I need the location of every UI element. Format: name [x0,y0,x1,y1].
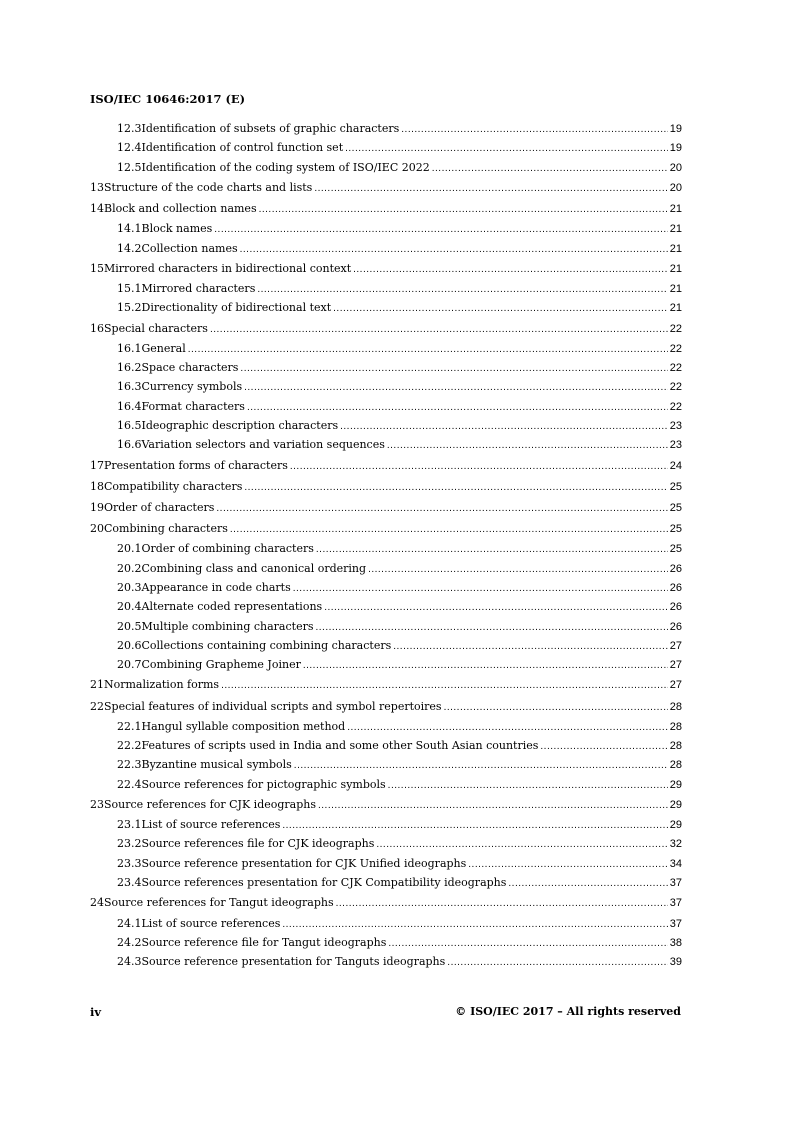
toc-leader-dots [447,953,667,972]
toc-entry-page: 22 [669,381,682,394]
toc-entry-page: 21 [669,283,682,296]
toc-entry-title: Appearance in code charts [141,580,291,594]
toc-entry-number: 23.4 [117,876,142,890]
toc-entry-number: 20.5 [117,619,142,633]
toc-leader-dots [210,319,668,340]
toc-entry-number: 20 [90,522,104,536]
toc-entry-number: 14.1 [117,222,142,236]
toc-entry-title: Multiple combining characters [141,619,314,633]
toc-entry[interactable] [90,736,682,755]
toc-entry-title: Hangul syllable composition method [141,719,346,733]
toc-entry[interactable] [90,177,682,198]
toc-entry-number: 16.1 [117,341,142,355]
toc-entry-number: 22.1 [117,719,142,733]
toc-entry-title: Normalization forms [104,678,220,692]
toc-leader-dots [353,259,668,280]
toc-entry-number: 15.1 [117,282,142,296]
toc-entry[interactable] [90,834,682,853]
toc-entry-number: 12.5 [117,160,142,174]
toc-leader-dots [345,139,668,158]
toc-entry[interactable] [90,892,682,913]
toc-entry-page: 29 [669,778,682,791]
toc-entry-page: 38 [669,936,682,949]
copyright-notice: © ISO/IEC 2017 – All rights reserved [455,1005,681,1018]
toc-entry[interactable] [90,298,682,317]
toc-entry[interactable] [90,435,682,454]
toc-entry-page: 25 [669,480,682,493]
toc-entry[interactable] [90,397,682,416]
toc-leader-dots [324,598,668,617]
toc-entry[interactable] [90,617,682,636]
toc-entry-page: 23 [669,439,682,452]
toc-entry-number: 15 [90,261,104,275]
toc-leader-dots [316,540,668,559]
toc-leader-dots [293,579,668,598]
toc-entry-page: 29 [669,819,682,832]
toc-leader-dots [333,299,668,318]
toc-entry-number: 22.3 [117,758,142,772]
toc-leader-dots [540,737,667,756]
toc-entry-page: 27 [669,679,682,692]
toc-entry-number: 24.2 [117,935,142,949]
toc-entry[interactable] [90,138,682,157]
toc-leader-dots [244,477,667,498]
toc-entry[interactable] [90,933,682,952]
toc-entry-title: List of source references [141,818,281,832]
toc-entry-page: 22 [669,400,682,413]
toc-entry-number: 24.3 [117,955,142,969]
toc-entry[interactable] [90,674,682,695]
toc-entry-page: 29 [669,799,682,811]
toc-leader-dots [214,220,667,239]
toc-entry-number: 16.3 [117,380,142,394]
toc-leader-dots [240,359,667,378]
toc-entry-title: General [141,341,186,355]
toc-leader-dots [318,795,668,816]
toc-leader-dots [401,120,667,139]
toc-entry-title: List of source references [141,916,281,930]
toc-entry-page: 21 [669,242,682,255]
toc-leader-dots [376,835,667,854]
toc-entry[interactable] [90,455,682,476]
toc-entry-number: 16.5 [117,419,142,433]
toc-entry[interactable] [90,815,682,834]
toc-entry-title: Source reference presentation for Tanguts ideographs [141,955,446,969]
toc-entry-title: Order of combining characters [141,542,314,556]
toc-entry[interactable] [90,416,682,435]
toc-entry-page: 26 [669,620,682,633]
toc-entry-title: Block and collection names [104,202,257,216]
toc-entry-title: Identification of the coding system of ISO/IEC 2022 [141,160,430,174]
toc-entry-number: 20.7 [117,658,142,672]
toc-entry-number: 24.1 [117,916,142,930]
toc-leader-dots [388,934,667,953]
toc-entry-title: Source references for CJK ideographs [104,798,316,811]
toc-entry-page: 20 [669,161,682,174]
toc-entry-title: Features of scripts used in India and some other South Asian countries [141,739,539,753]
toc-entry-title: Alternate coded representations [141,600,323,614]
toc-entry-title: Variation selectors and variation sequences [141,438,385,452]
toc-entry-page: 22 [669,322,682,335]
toc-entry[interactable] [90,198,682,219]
toc-leader-dots [188,340,668,359]
toc-entry[interactable] [90,119,682,138]
toc-entry-title: Special features of individual scripts and symbol repertoires [104,699,442,713]
toc-entry-title: Combining characters [104,522,228,536]
toc-entry-page: 20 [669,181,682,194]
toc-entry-page: 21 [669,302,682,315]
toc-entry[interactable] [90,239,682,258]
toc-entry-number: 16.4 [117,399,142,413]
toc-entry-title: Space characters [141,361,239,375]
toc-leader-dots [388,776,668,795]
toc-leader-dots [282,915,667,934]
toc-entry-number: 23.2 [117,837,142,851]
toc-entry-title: Collection names [141,241,238,255]
toc-entry-title: Presentation forms of characters [104,458,288,472]
toc-entry-number: 15.2 [117,301,142,315]
toc-entry[interactable] [90,794,682,815]
toc-entry[interactable] [90,158,682,177]
toc-entry[interactable] [90,279,682,298]
toc-leader-dots [432,159,668,178]
toc-entry-title: Special characters [104,321,208,335]
toc-entry[interactable] [90,636,682,655]
toc-entry-page: 26 [669,562,682,575]
toc-entry[interactable] [90,755,682,774]
toc-entry-number: 16 [90,321,104,335]
toc-entry-title: Compatibility characters [104,479,243,493]
toc-entry-title: Format characters [141,399,245,413]
toc-entry-page: 24 [669,459,682,472]
toc-leader-dots [257,280,667,299]
toc-leader-dots [294,756,668,775]
toc-entry-page: 27 [669,639,682,652]
toc-entry-number: 17 [90,458,104,472]
toc-entry[interactable] [90,339,682,358]
toc-entry-title: Mirrored characters [141,282,256,296]
toc-entry-title: Currency symbols [141,380,243,394]
toc-entry-number: 20.4 [117,600,142,614]
toc-leader-dots [444,697,668,718]
toc-leader-dots [314,178,667,199]
toc-entry-title: Identification of control function set [141,141,344,155]
toc-entry-page: 39 [669,956,682,969]
toc-leader-dots [221,675,668,696]
toc-leader-dots [468,855,667,874]
toc-entry-title: Source references presentation for CJK Compatibility ideographs [141,876,507,890]
toc-entry-title: Structure of the code charts and lists [104,180,313,194]
toc-entry[interactable] [90,952,682,971]
toc-entry[interactable] [90,696,682,717]
toc-entry-page: 25 [669,501,682,514]
toc-entry[interactable] [90,377,682,396]
toc-entry-number: 23 [90,798,104,811]
toc-leader-dots [282,816,667,835]
toc-entry[interactable] [90,497,682,518]
toc-entry-title: Block names [141,222,213,236]
toc-entry-page: 37 [669,917,682,930]
toc-entry[interactable] [90,775,682,794]
toc-leader-dots [247,398,668,417]
toc-leader-dots [368,560,668,579]
toc-entry-number: 22 [90,699,104,713]
toc-entry-page: 37 [669,877,682,890]
toc-entry-page: 25 [669,523,682,536]
toc-entry-number: 13 [90,180,104,194]
toc-leader-dots [508,874,667,893]
toc-leader-dots [387,436,668,455]
toc-entry-number: 22.4 [117,777,142,791]
toc-entry-page: 21 [669,223,682,236]
toc-entry-title: Collections containing combining characters [141,638,392,652]
toc-entry-number: 21 [90,678,104,692]
toc-entry-number: 20.2 [117,561,142,575]
toc-entry-title: Mirrored characters in bidirectional context [104,261,352,275]
toc-entry-page: 32 [669,838,682,851]
toc-entry-title: Combining Grapheme Joiner [141,658,301,672]
toc-entry-page: 26 [669,581,682,594]
toc-entry-page: 21 [669,262,682,275]
toc-leader-dots [315,618,667,637]
toc-entry-page: 27 [669,659,682,672]
toc-leader-dots [230,519,668,540]
toc-entry-page: 37 [669,897,682,910]
toc-entry-number: 22.2 [117,739,142,753]
toc-entry-title: Source references for Tangut ideographs [104,896,334,910]
toc-entry[interactable] [90,597,682,616]
toc-entry[interactable] [90,318,682,339]
toc-leader-dots [340,417,668,436]
page-number: iv [90,1005,102,1019]
toc-entry[interactable] [90,854,682,873]
toc-entry-page: 28 [669,759,682,772]
toc-entry[interactable] [90,258,682,279]
toc-entry-title: Combining class and canonical ordering [141,561,367,575]
toc-entry-number: 16.6 [117,438,142,452]
toc-entry-number: 24 [90,896,104,910]
toc-entry-number: 14 [90,202,104,216]
toc-entry-page: 22 [669,362,682,375]
toc-entry[interactable] [90,655,682,674]
toc-entry-page: 19 [669,142,682,155]
toc-entry-title: Order of characters [104,500,215,514]
toc-entry[interactable] [90,559,682,578]
toc-entry-title: Source references for pictographic symbols [141,777,386,791]
toc-entry-title: Source references file for CJK ideographs [141,837,375,851]
toc-entry-title: Ideographic description characters [141,419,339,433]
toc-leader-dots [393,637,668,656]
toc-entry[interactable] [90,717,682,736]
toc-entry-page: 28 [669,700,682,713]
toc-entry[interactable] [90,873,682,892]
toc-entry-number: 19 [90,500,104,514]
toc-leader-dots [244,378,668,397]
toc-entry[interactable] [90,914,682,933]
toc-leader-dots [290,456,668,477]
toc-entry-title: Identification of subsets of graphic characters [141,122,400,135]
toc-entry-number: 12.3 [117,122,142,135]
toc-leader-dots [240,240,668,259]
toc-entry[interactable] [90,539,682,558]
toc-entry-page: 22 [669,342,682,355]
toc-entry-title: Directionality of bidirectional text [141,301,332,315]
toc-entry-page: 25 [669,543,682,556]
document-header: ISO/IEC 10646:2017 (E) [90,92,246,106]
toc-leader-dots [259,199,668,220]
toc-entry-number: 16.2 [117,361,142,375]
toc-entry-page: 21 [669,203,682,216]
toc-entry[interactable] [90,219,682,238]
toc-entry[interactable] [90,358,682,377]
toc-leader-dots [336,893,668,914]
toc-entry[interactable] [90,518,682,539]
toc-entry-number: 12.4 [117,141,142,155]
toc-entry-page: 28 [669,740,682,753]
toc-entry-number: 20.6 [117,638,142,652]
toc-entry-number: 23.3 [117,856,142,870]
toc-entry-number: 23.1 [117,818,142,832]
toc-entry-page: 28 [669,720,682,733]
toc-leader-dots [216,498,667,519]
toc-entry-number: 20.3 [117,580,142,594]
toc-leader-dots [347,718,668,737]
table-of-contents [90,119,682,971]
toc-entry[interactable] [90,476,682,497]
toc-entry-page: 34 [669,857,682,870]
toc-entry-title: Byzantine musical symbols [141,758,292,772]
toc-entry-number: 20.1 [117,542,142,556]
toc-entry-number: 18 [90,479,104,493]
toc-entry-page: 26 [669,601,682,614]
toc-entry-page: 23 [669,420,682,433]
toc-leader-dots [303,656,668,675]
toc-entry-page: 19 [669,123,682,135]
toc-entry-number: 14.2 [117,241,142,255]
toc-entry[interactable] [90,578,682,597]
toc-entry-title: Source reference presentation for CJK Unified ideographs [141,856,467,870]
toc-entry-title: Source reference file for Tangut ideographs [141,935,387,949]
